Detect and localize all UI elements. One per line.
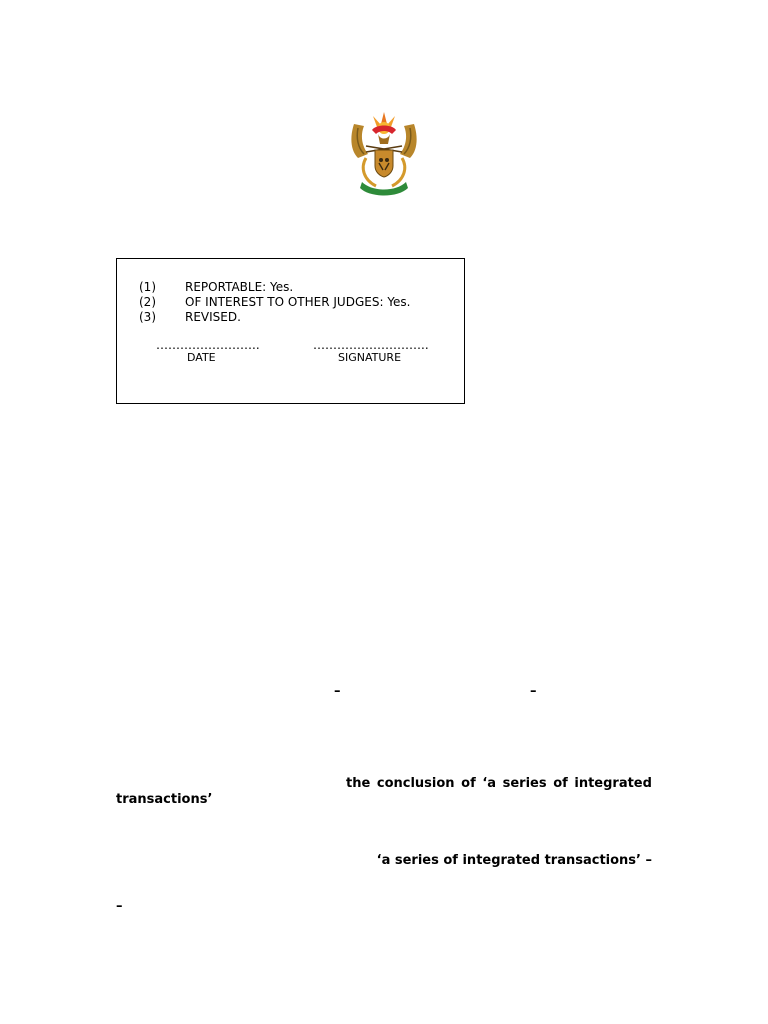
word: of — [553, 776, 568, 791]
paragraph-fragment: ‘a series of integrated transactions’ – — [376, 853, 652, 868]
word: ‘a — [482, 776, 497, 791]
signature-label: SIGNATURE — [338, 351, 402, 364]
signature-line: ……………………….. — [313, 338, 429, 352]
word: conclusion — [376, 776, 455, 791]
date-line: …………………….. — [156, 338, 260, 352]
paragraph-fragment — [116, 776, 652, 808]
item-text: OF INTEREST TO OTHER JUDGES: Yes. — [185, 295, 411, 309]
dash-fragment: – — [116, 899, 123, 914]
date-label: DATE — [187, 351, 216, 364]
word: series — [502, 776, 547, 791]
item-text: REPORTABLE: Yes. — [185, 280, 294, 294]
item-text: REVISED. — [185, 310, 241, 324]
reportable-box — [116, 258, 465, 404]
word: integrated — [574, 776, 652, 791]
word: the — [346, 776, 371, 791]
word: of — [461, 776, 476, 791]
coat-of-arms-emblem — [346, 110, 422, 198]
dash-fragment: – — [334, 684, 341, 699]
item-number: (1) — [139, 280, 156, 294]
item-number: (2) — [139, 295, 156, 309]
paragraph-line: transactions’ — [116, 792, 213, 807]
dash-fragment: – — [530, 684, 537, 699]
item-number: (3) — [139, 310, 156, 324]
